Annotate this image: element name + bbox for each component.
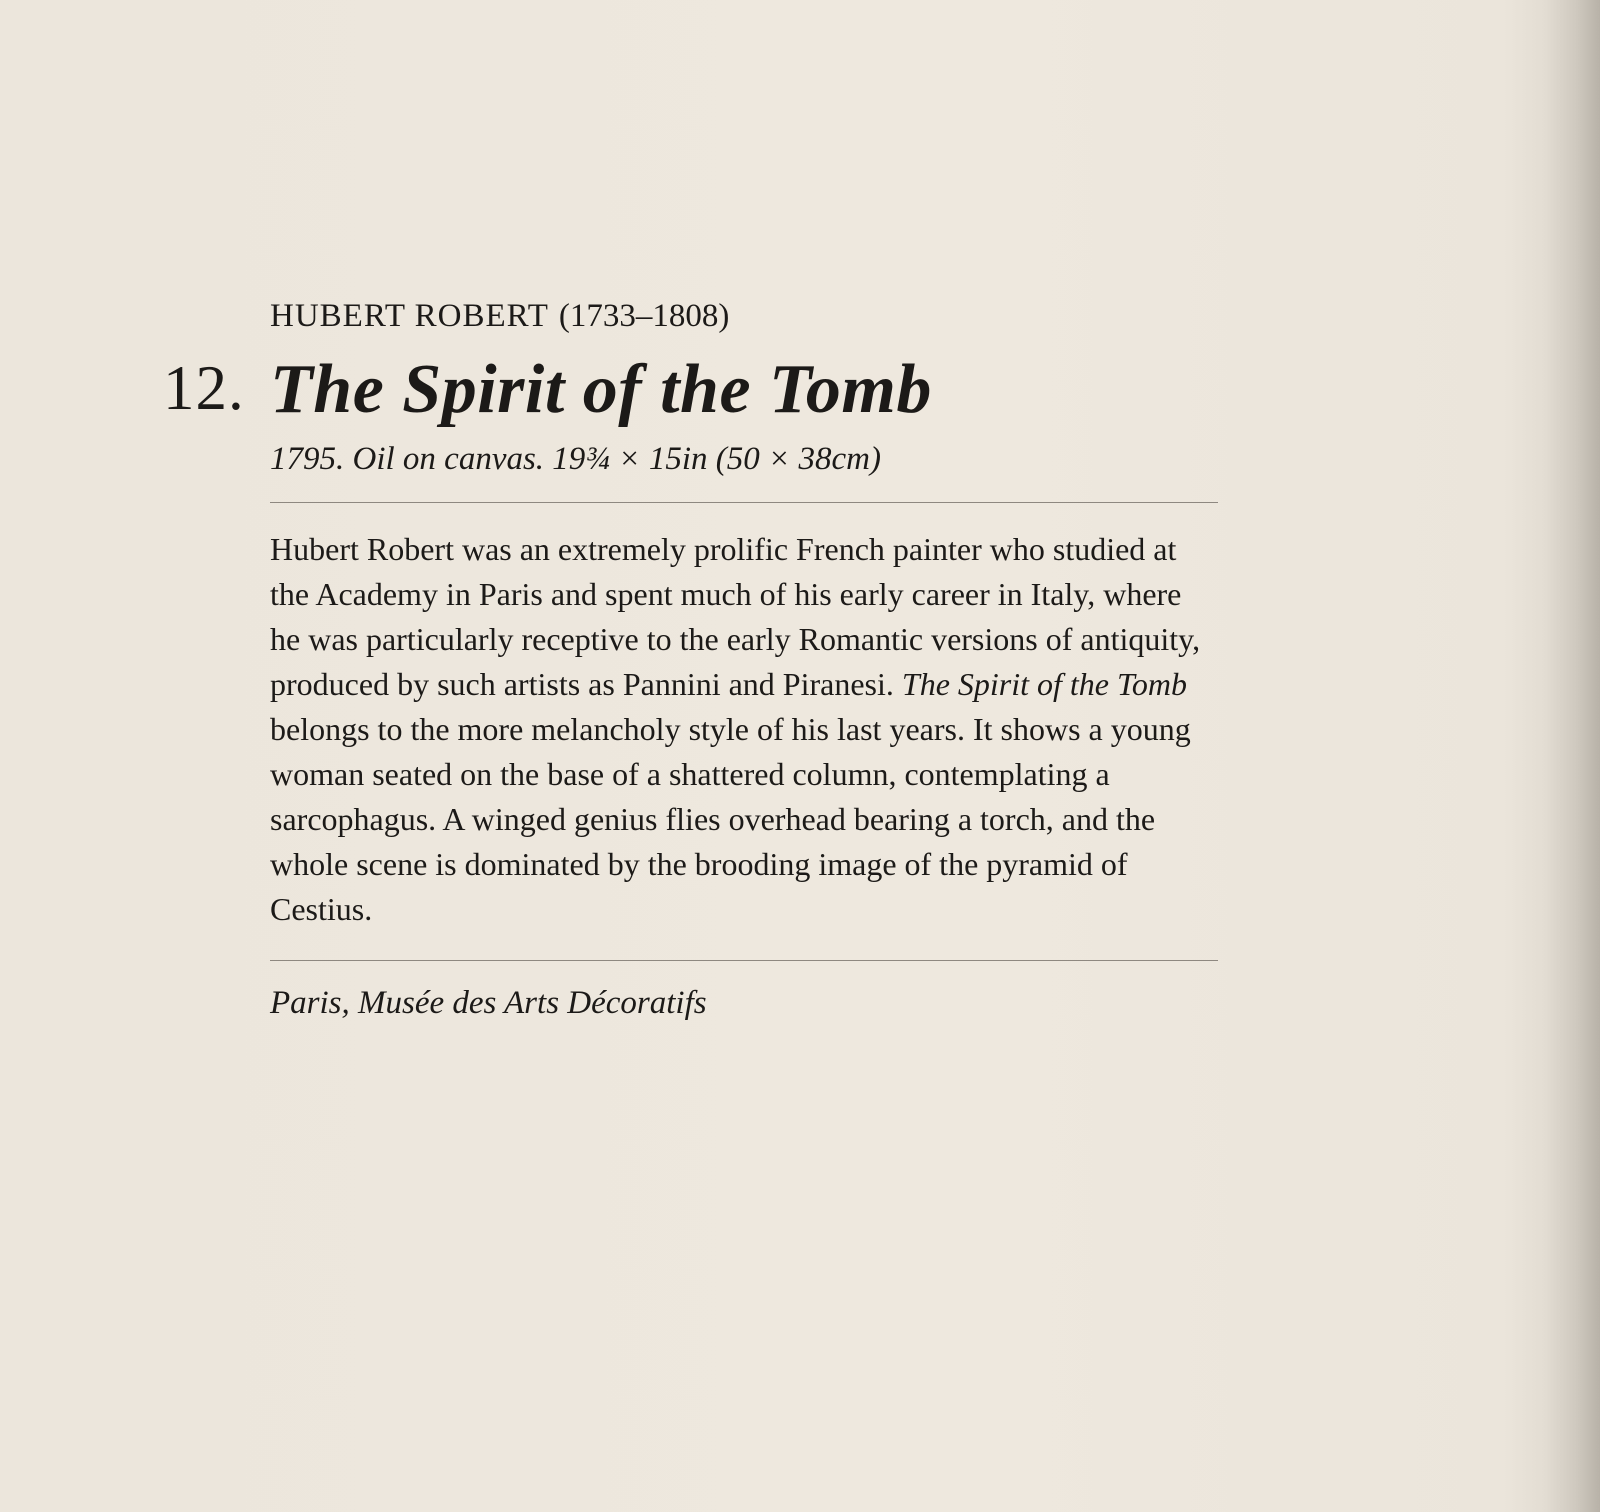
- artist-dates: (1733–1808): [558, 298, 730, 334]
- description-part-2: belongs to the more melancholy style of his last years. It shows a young woman seated on the base of a shattered column, contemplating a sarcophagus. A winged genius flies overhead bearing a torch, and the whole scene is dominated by the brooding image of the pyramid of Cestius.: [270, 711, 1191, 927]
- description-italic-title: The Spirit of the Tomb: [901, 666, 1187, 702]
- artist-name: HUBERT ROBERT: [270, 298, 549, 334]
- artist-heading: [270, 300, 1220, 333]
- bottom-divider: [270, 960, 1218, 961]
- description-part-1: Hubert Robert was an extremely prolific French painter who studied at the Academy in Paris and spent much of his early career in Italy, where he was particularly receptive to the early Romantic versions of antiquity, produced by such artists as Pannini and Piranesi.: [270, 531, 1201, 702]
- description: [270, 527, 1215, 932]
- artwork-title: The Spirit of the Tomb: [270, 351, 932, 428]
- title-row: [163, 351, 1220, 428]
- collection-location: Paris, Musée des Arts Décoratifs: [270, 985, 707, 1021]
- catalogue-entry: [163, 298, 1220, 1021]
- top-divider: [270, 502, 1218, 503]
- medium-and-dimensions: 1795. Oil on canvas. 19¾ × 15in (50 × 38cm): [270, 441, 881, 477]
- plate-number: 12.: [163, 353, 245, 423]
